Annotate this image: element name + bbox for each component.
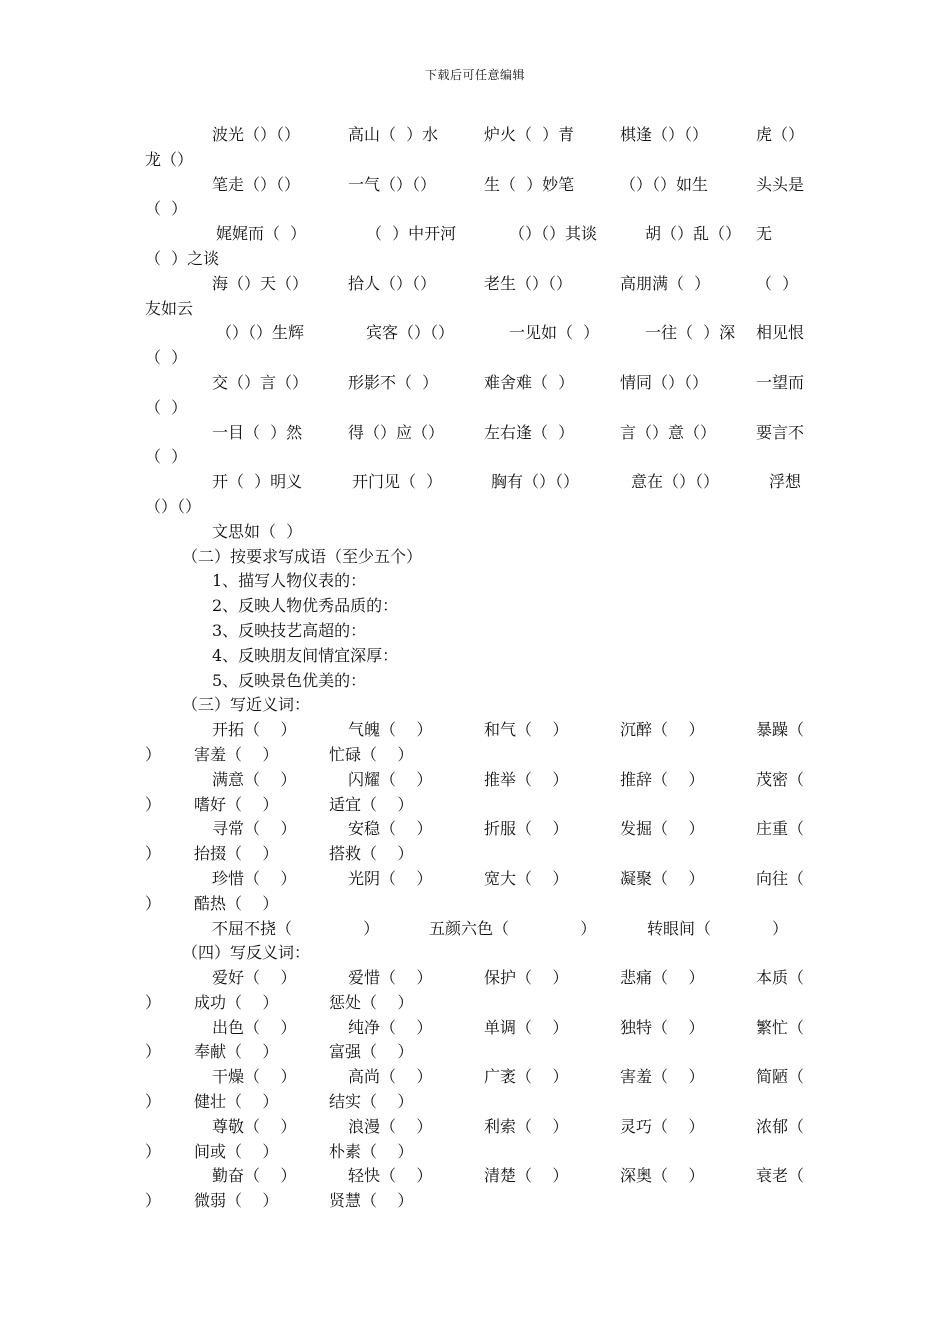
exercise-item: ） bbox=[145, 1191, 162, 1211]
exercise-item: 虎（） bbox=[756, 125, 805, 144]
exercise-item: 健壮（ ） bbox=[194, 1092, 279, 1112]
line-text: （ ） bbox=[145, 397, 188, 417]
exercise-item: 适宜（ ） bbox=[329, 794, 414, 814]
text-line bbox=[0, 247, 950, 272]
text-line bbox=[0, 966, 950, 991]
text-line bbox=[0, 495, 950, 520]
text-line bbox=[0, 1040, 950, 1065]
exercise-item: 干燥（ ） bbox=[212, 1067, 297, 1087]
text-line bbox=[0, 941, 950, 966]
exercise-item: 灵巧（ ） bbox=[620, 1116, 705, 1136]
exercise-item: 搭救（ ） bbox=[329, 844, 414, 864]
text-line bbox=[0, 644, 950, 669]
text-line bbox=[0, 470, 950, 495]
exercise-item: 一望而 bbox=[756, 372, 805, 392]
exercise-item: 暴躁（ bbox=[756, 720, 805, 740]
exercise-item: 娓娓而（ ） bbox=[216, 224, 307, 244]
exercise-item: 闪耀（ ） bbox=[348, 769, 433, 789]
exercise-item: 间或（ ） bbox=[194, 1141, 279, 1161]
exercise-item: 害羞（ ） bbox=[194, 744, 279, 764]
text-line bbox=[0, 991, 950, 1016]
text-line bbox=[0, 917, 950, 942]
exercise-item: 深奥（ ） bbox=[620, 1166, 705, 1186]
exercise-item: 纯净（ ） bbox=[348, 1017, 433, 1037]
text-line bbox=[0, 148, 950, 173]
exercise-item: 不屈不挠（ ） bbox=[212, 918, 380, 938]
exercise-item: 推举（ ） bbox=[484, 769, 569, 789]
exercise-item: 惩处（ ） bbox=[329, 992, 414, 1012]
text-line bbox=[0, 272, 950, 297]
line-text: 3、反映技艺高超的： bbox=[212, 620, 367, 640]
exercise-item: 胡（）乱（） bbox=[645, 224, 742, 244]
text-line bbox=[0, 892, 950, 917]
line-text: （ ） bbox=[145, 447, 188, 467]
exercise-item: 开门见（ ） bbox=[352, 472, 443, 492]
exercise-item: 酷热（ ） bbox=[194, 893, 279, 913]
text-line bbox=[0, 1090, 950, 1115]
exercise-item: 得（）应（） bbox=[348, 422, 445, 442]
text-line bbox=[0, 1065, 950, 1090]
exercise-item: 简陋（ bbox=[756, 1067, 805, 1087]
exercise-item: 浮想 bbox=[769, 472, 802, 492]
text-line bbox=[0, 297, 950, 322]
line-text: 5、反映景色优美的： bbox=[212, 670, 367, 690]
exercise-item: 笔走（）（） bbox=[212, 174, 301, 194]
exercise-item: 浪漫（ ） bbox=[348, 1116, 433, 1136]
exercise-item: 爱好（ ） bbox=[212, 968, 297, 988]
exercise-item: 微弱（ ） bbox=[194, 1191, 279, 1211]
exercise-item: ） bbox=[145, 744, 162, 764]
text-line bbox=[0, 817, 950, 842]
text-line bbox=[0, 396, 950, 421]
exercise-item: 一目（ ）然 bbox=[212, 422, 303, 442]
text-line bbox=[0, 173, 950, 198]
exercise-item: （ ） bbox=[756, 273, 799, 293]
text-line bbox=[0, 768, 950, 793]
exercise-item: 贤慧（ ） bbox=[329, 1191, 414, 1211]
line-text: 1、描写人物仪表的： bbox=[212, 571, 367, 591]
exercise-item: 宾客（）（） bbox=[366, 323, 455, 343]
text-line bbox=[0, 421, 950, 446]
exercise-item: ） bbox=[145, 1042, 162, 1062]
exercise-item: 无 bbox=[756, 224, 773, 244]
line-text: 4、反映朋友间情宜深厚： bbox=[212, 645, 399, 665]
text-line bbox=[0, 594, 950, 619]
text-line bbox=[0, 1016, 950, 1041]
text-line bbox=[0, 718, 950, 743]
line-text: （ ） bbox=[145, 348, 188, 368]
exercise-item: 清楚（ ） bbox=[484, 1166, 569, 1186]
text-line bbox=[0, 346, 950, 371]
text-line bbox=[0, 321, 950, 346]
text-line bbox=[0, 1140, 950, 1165]
exercise-item: 沉醉（ ） bbox=[620, 720, 705, 740]
exercise-item: 要言不 bbox=[756, 422, 805, 442]
exercise-item: 安稳（ ） bbox=[348, 819, 433, 839]
exercise-item: 胸有（）（） bbox=[491, 472, 580, 492]
exercise-item: 左右逢（ ） bbox=[484, 422, 575, 442]
exercise-item: 情同（）（） bbox=[620, 372, 709, 392]
exercise-item: 凝聚（ ） bbox=[620, 868, 705, 888]
line-text: （ ） bbox=[145, 199, 188, 219]
exercise-item: 转眼间（ ） bbox=[647, 918, 789, 938]
text-line bbox=[0, 867, 950, 892]
exercise-item: 五颜六色（ ） bbox=[429, 918, 597, 938]
exercise-item: 波光（）（） bbox=[212, 125, 301, 144]
line-text: 友如云 bbox=[145, 298, 194, 318]
text-line bbox=[0, 123, 950, 148]
line-text: （二）按要求写成语（至少五个） bbox=[182, 546, 423, 566]
exercise-item: 抬掇（ ） bbox=[194, 844, 279, 864]
exercise-item: 朴素（ ） bbox=[329, 1141, 414, 1161]
text-line bbox=[0, 197, 950, 222]
exercise-item: 出色（ ） bbox=[212, 1017, 297, 1037]
exercise-item: 一往（ ）深 bbox=[645, 323, 736, 343]
text-line bbox=[0, 445, 950, 470]
line-text: 文思如（ ） bbox=[212, 521, 303, 541]
exercise-item: ） bbox=[145, 1092, 162, 1112]
exercise-item: 奉献（ ） bbox=[194, 1042, 279, 1062]
exercise-item: 结实（ ） bbox=[329, 1092, 414, 1112]
exercise-item: 炉火（ ）青 bbox=[484, 125, 575, 144]
exercise-item: 拾人（）（） bbox=[348, 273, 437, 293]
text-line bbox=[0, 1115, 950, 1140]
exercise-item: 头头是 bbox=[756, 174, 805, 194]
line-text: （三）写近义词： bbox=[182, 695, 311, 715]
text-line bbox=[0, 222, 950, 247]
text-line bbox=[0, 520, 950, 545]
exercise-item: 高朋满（ ） bbox=[620, 273, 711, 293]
exercise-item: 交（）言（） bbox=[212, 372, 309, 392]
document-body bbox=[0, 123, 950, 1214]
exercise-item: （ ）中开河 bbox=[366, 224, 457, 244]
exercise-item: 一气（）（） bbox=[348, 174, 437, 194]
exercise-item: 尊敬（ ） bbox=[212, 1116, 297, 1136]
exercise-item: ） bbox=[145, 992, 162, 1012]
text-line bbox=[0, 1164, 950, 1189]
exercise-item: 发掘（ ） bbox=[620, 819, 705, 839]
exercise-item: 轻快（ ） bbox=[348, 1166, 433, 1186]
exercise-item: （）（）其谈 bbox=[509, 224, 598, 244]
exercise-item: 独特（ ） bbox=[620, 1017, 705, 1037]
exercise-item: 形影不（ ） bbox=[348, 372, 439, 392]
exercise-item: 高尚（ ） bbox=[348, 1067, 433, 1087]
line-text: 2、反映人物优秀品质的： bbox=[212, 596, 399, 616]
text-line bbox=[0, 371, 950, 396]
line-text: （）（） bbox=[145, 496, 202, 516]
exercise-item: 嗜好（ ） bbox=[194, 794, 279, 814]
exercise-item: 广袤（ ） bbox=[484, 1067, 569, 1087]
text-line bbox=[0, 569, 950, 594]
exercise-item: 棋逢（）（） bbox=[620, 125, 709, 144]
exercise-item: 推辞（ ） bbox=[620, 769, 705, 789]
exercise-item: 气魄（ ） bbox=[348, 720, 433, 740]
line-text: （四）写反义词： bbox=[182, 943, 311, 963]
exercise-item: 爱惜（ ） bbox=[348, 968, 433, 988]
exercise-item: （）（）生辉 bbox=[216, 323, 305, 343]
exercise-item: 利索（ ） bbox=[484, 1116, 569, 1136]
exercise-item: 保护（ ） bbox=[484, 968, 569, 988]
exercise-item: 害羞（ ） bbox=[620, 1067, 705, 1087]
exercise-item: 单调（ ） bbox=[484, 1017, 569, 1037]
text-line bbox=[0, 793, 950, 818]
exercise-item: 寻常（ ） bbox=[212, 819, 297, 839]
exercise-item: 珍惜（ ） bbox=[212, 868, 297, 888]
exercise-item: 浓郁（ bbox=[756, 1116, 805, 1136]
exercise-item: 一见如（ ） bbox=[509, 323, 600, 343]
exercise-item: 意在（）（） bbox=[631, 472, 720, 492]
text-line bbox=[0, 743, 950, 768]
exercise-item: 勤奋（ ） bbox=[212, 1166, 297, 1186]
exercise-item: （）（）如生 bbox=[620, 174, 709, 194]
text-line bbox=[0, 669, 950, 694]
exercise-item: 折服（ ） bbox=[484, 819, 569, 839]
exercise-item: 和气（ ） bbox=[484, 720, 569, 740]
exercise-item: 繁忙（ bbox=[756, 1017, 805, 1037]
exercise-item: 老生（）（） bbox=[484, 273, 573, 293]
exercise-item: ） bbox=[145, 844, 162, 864]
exercise-item: ） bbox=[145, 1141, 162, 1161]
exercise-item: 光阴（ ） bbox=[348, 868, 433, 888]
exercise-item: 本质（ bbox=[756, 968, 805, 988]
exercise-item: ） bbox=[145, 893, 162, 913]
exercise-item: 宽大（ ） bbox=[484, 868, 569, 888]
exercise-item: 庄重（ bbox=[756, 819, 805, 839]
line-text: 龙（） bbox=[145, 149, 194, 169]
page-header: 下载后可任意编辑 bbox=[424, 68, 525, 82]
exercise-item: 相见恨 bbox=[756, 323, 805, 343]
exercise-item: 茂密（ bbox=[756, 769, 805, 789]
line-text: （ ）之谈 bbox=[145, 248, 220, 268]
exercise-item: ） bbox=[145, 794, 162, 814]
exercise-item: 开（ ）明义 bbox=[212, 472, 303, 492]
exercise-item: 开拓（ ） bbox=[212, 720, 297, 740]
exercise-item: 难舍难（ ） bbox=[484, 372, 575, 392]
exercise-item: 言（）意（） bbox=[620, 422, 717, 442]
exercise-item: 忙碌（ ） bbox=[329, 744, 414, 764]
text-line bbox=[0, 1189, 950, 1214]
exercise-item: 成功（ ） bbox=[194, 992, 279, 1012]
exercise-item: 向往（ bbox=[756, 868, 805, 888]
exercise-item: 海（）天（） bbox=[212, 273, 309, 293]
exercise-item: 满意（ ） bbox=[212, 769, 297, 789]
exercise-item: 衰老（ bbox=[756, 1166, 805, 1186]
exercise-item: 高山（ ）水 bbox=[348, 125, 439, 144]
text-line bbox=[0, 693, 950, 718]
exercise-item: 悲痛（ ） bbox=[620, 968, 705, 988]
exercise-item: 富强（ ） bbox=[329, 1042, 414, 1062]
text-line bbox=[0, 619, 950, 644]
text-line bbox=[0, 842, 950, 867]
text-line bbox=[0, 545, 950, 570]
exercise-item: 生（ ）妙笔 bbox=[484, 174, 575, 194]
